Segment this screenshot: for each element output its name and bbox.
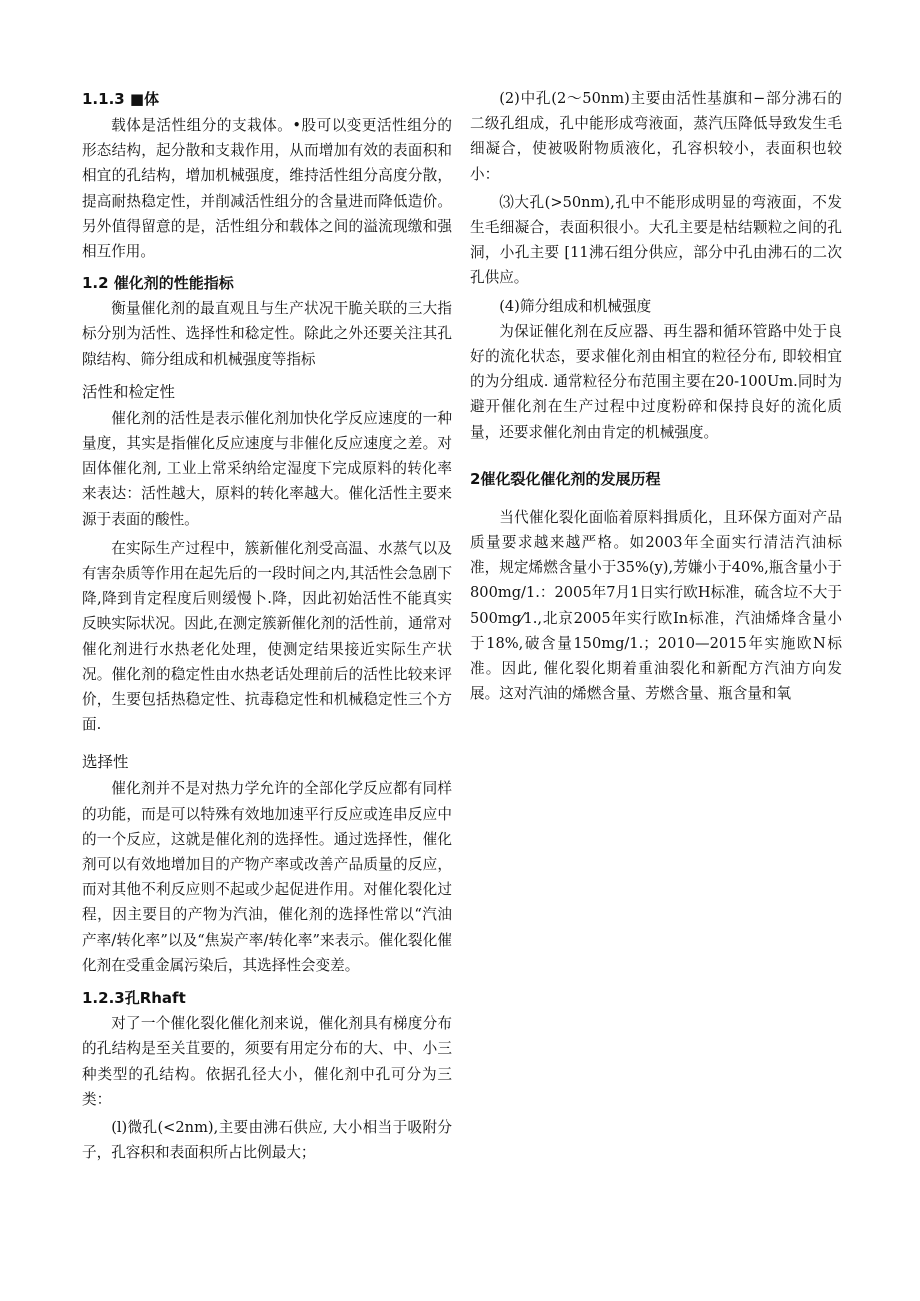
paragraph-carrier: 载体是活性组分的支栽体。•股可以变更活性组分的形态结构，起分散和支栽作用，从而增加有效的表面积和相宜的孔结构，增加机械强度，维持活性组分高度分散，提高耐热稳定性，并削减活性组分的含量进而降低造价。另外值得留意的是，活性组分和载体之间的溢流现缴和强相互作用。 (82, 117, 452, 261)
paragraph-micropores: (l)微孔(<2nm),主要由沸石供应, 大小相当于吸附分子，孔容积和表面积所占比例最大； (82, 1118, 452, 1162)
paragraph-macropores: ⑶大孔(>50nm),孔中不能形成明显的弯液面，不发生毛细凝合，表面积很小。大孔主要是枯结颗粒之间的孔洞，小孔主要 [11沸石组分供应，部分中孔由沸石的二次孔供应。 (470, 193, 842, 287)
right-column (470, 86, 842, 706)
heading-2: 2催化裂化催化剂的发展历程 (470, 469, 661, 488)
heading-1-1-3: 1.1.3 ■体 (82, 90, 160, 108)
paragraph-sieve-heading: (4)筛分组成和机械强度 (499, 297, 652, 315)
heading-1-2: 1.2 催化剂的性能指标 (82, 274, 234, 293)
heading-activity: 活性和检定性 (82, 382, 176, 401)
paragraph-sieve: 为保证催化剂在反应器、再生器和循环管路中处于良好的流化状态，要求催化剂由相宜的粒径分布, 即较相宜的为分组成. 通常粒径分布范围主要在20-100Um.同时为避开催化剂在生产过程中过度粉碎和保持良好的流化质量，还要求催化剂由肯定的机械强度。 (470, 322, 842, 441)
heading-selectivity: 选择性 (82, 753, 129, 772)
paragraph-history: 当代催化裂化面临着原料揖质化，且环保方面对产品质量要求越来越严格。如2003年全面实行清洁汽油标准，规定烯燃含量小于35%(y),芳嫌小于40%,瓶含量小于800mg/1.：2005年7月1日实行欧H标准，硫含垃不大于500mg⁄1.,北京2005年实行欧In标准，汽油烯烽含量小于18%,破含量150mg/1.；2010—2015年实施欧N标准。因此, 催化裂化期着重油裂化和新配方汽油方向发展。这对汽油的烯燃含量、芳燃含量、瓶含量和氧 (470, 508, 842, 703)
left-column (82, 86, 452, 1165)
heading-1-2-3: 1.2.3孔Rhaft (82, 989, 186, 1008)
paragraph-selectivity: 催化剂并不是对热力学允许的全部化学反应都有同样的功能，而是可以特殊有效地加速平行反应或连串反应中的一个反应，这就是催化剂的选择性。通过选择性，催化剂可以有效地增加目的产物产率或改善产品质量的反应，而对其他不利反应则不起或少起促进作用。对催化裂化过程，因主要目的产物为汽油，催化剂的选择性常以“汽油产率/转化率”以及“焦炭产率/转化率”来表示。催化裂化催化剂在受重金属污染后，其选择性会变差。 (82, 780, 452, 974)
paragraph-mesopores: (2)中孔(2〜50nm)主要由活性基旗和−部分沸石的二级孔组成，孔中能形成弯液面，蒸汽压降低导致发生毛细凝合，使被吸附物质液化，孔容枳较小，表面积也较小： (470, 90, 842, 183)
paragraph-indicators: 衡量催化剂的最直观且与生产状况干脆关联的三大指标分别为活性、选择性和稔定性。除此之外还要关注其孔隙结构、筛分组成和机械强度等指标 (82, 300, 452, 368)
paragraph-pores: 对了一个催化裂化催化剂来说，催化剂具有梯度分布的孔结构是至关苴要的，须要有用定分布的大、中、小三种类型的孔结构。依据孔径大小，催化剂中孔可分为三类： (82, 1015, 452, 1108)
paragraph-activity-2: 在实际生产过程中，簇新催化剂受高温、水蒸气以及有害杂质等作用在起先后的一段时间之内,其活性会急剧下降,降到肯定程度后则缓慢卜.降，因此初始活性不能真实反映实际状况。因此,在测定簇新催化剂的活性前，通常对催化剂进行水热老化处理，使测定结果接近实际生产状况。催化剂的稳定性由水热老话处理前后的活性比较来评价，生要包括热稳定性、抗毒稳定性和机械稳定性三个方面. (82, 539, 452, 734)
paragraph-activity-1: 催化剂的活性是表示催化剂加快化学反应速度的一种量度，其实是指催化反应速度与非催化反应速度之差。对固体催化剂, 工业上常采纳给定湿度下完成原料的转化率来表达：活性越大，原料的转化率越大。催化活性主要来源于表面的酸性。 (82, 409, 452, 528)
